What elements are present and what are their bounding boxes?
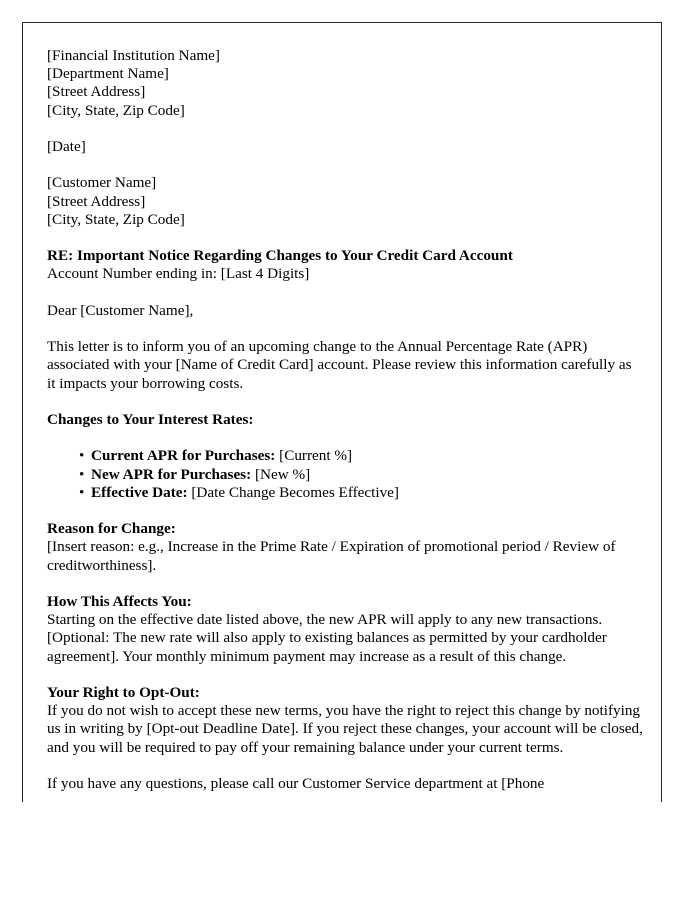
sender-address-line: [Street Address] xyxy=(47,83,146,101)
optout-section-text: If you do not wish to accept these new terms, you have the right to reject this change by notifying us in writing by [Opt-out Deadline Date]. If you reject these changes, your account will be closed, and you will be required to pay off your remaining balance under your current terms. xyxy=(47,702,643,756)
recipient-address-line: [Customer Name] xyxy=(47,174,157,192)
recipient-address-line: [City, State, Zip Code] xyxy=(47,210,185,228)
recipient-address-line: [Street Address] xyxy=(47,192,146,210)
rate-item-label: Current APR for Purchases: xyxy=(91,447,276,465)
rate-item-value: [New %] xyxy=(254,465,311,483)
rate-item-label: New APR for Purchases: xyxy=(91,465,252,483)
sender-address-line: [Financial Institution Name] xyxy=(47,47,220,64)
rate-item-value: [Current %] xyxy=(279,447,353,465)
subject-line: RE: Important Notice Regarding Changes to Your Credit Card Account xyxy=(47,247,513,265)
rate-changes-list xyxy=(47,447,643,502)
reason-section-heading: Reason for Change: xyxy=(47,520,176,538)
reason-section-text: [Insert reason: e.g., Increase in the Prime Rate / Expiration of promotional period / Review of creditworthiness]. xyxy=(47,538,616,574)
affects-section-heading: How This Affects You: xyxy=(47,592,192,610)
spacer xyxy=(47,429,643,447)
spacer xyxy=(47,229,643,247)
rate-item-value: [Date Change Becomes Effective] xyxy=(191,483,399,501)
spacer xyxy=(47,393,643,411)
spacer xyxy=(47,120,643,138)
sender-address-line: [Department Name] xyxy=(47,65,169,83)
account-number-line: Account Number ending in: [Last 4 Digits] xyxy=(47,265,310,283)
spacer xyxy=(47,502,643,520)
closing-paragraph: If you have any questions, please call our Customer Service department at [Phone xyxy=(47,774,545,792)
spacer xyxy=(47,284,643,302)
list-item xyxy=(91,447,643,465)
recipient-address-block xyxy=(47,174,643,229)
subject-block xyxy=(47,247,643,283)
rates-section-heading: Changes to Your Interest Rates: xyxy=(47,410,254,428)
document-body xyxy=(47,47,643,793)
spacer xyxy=(47,320,643,338)
spacer xyxy=(47,757,643,775)
rate-item-label: Effective Date: xyxy=(91,483,188,501)
salutation-block xyxy=(47,302,643,320)
list-item xyxy=(91,484,643,502)
list-item xyxy=(91,466,643,484)
date-line: [Date] xyxy=(47,138,86,155)
sender-address-line: [City, State, Zip Code] xyxy=(47,101,185,119)
optout-section-heading: Your Right to Opt-Out: xyxy=(47,683,200,701)
salutation: Dear [Customer Name], xyxy=(47,301,194,319)
spacer xyxy=(47,666,643,684)
spacer xyxy=(47,575,643,593)
spacer xyxy=(47,156,643,174)
document-page xyxy=(22,22,662,802)
affects-section-text: Starting on the effective date listed above, the new APR will apply to any new transactions. [Optional: The new rate will also apply to existing balances as permitted by your cardholder agreement]. Your monthly minimum payment may increase as a result of this change. xyxy=(47,611,607,665)
date-block xyxy=(47,138,643,156)
intro-paragraph: This letter is to inform you of an upcoming change to the Annual Percentage Rate (APR) associated with your [Name of Credit Card] account. Please review this information carefully as it impacts your borrowing costs. xyxy=(47,338,632,392)
sender-address-block xyxy=(47,47,643,120)
